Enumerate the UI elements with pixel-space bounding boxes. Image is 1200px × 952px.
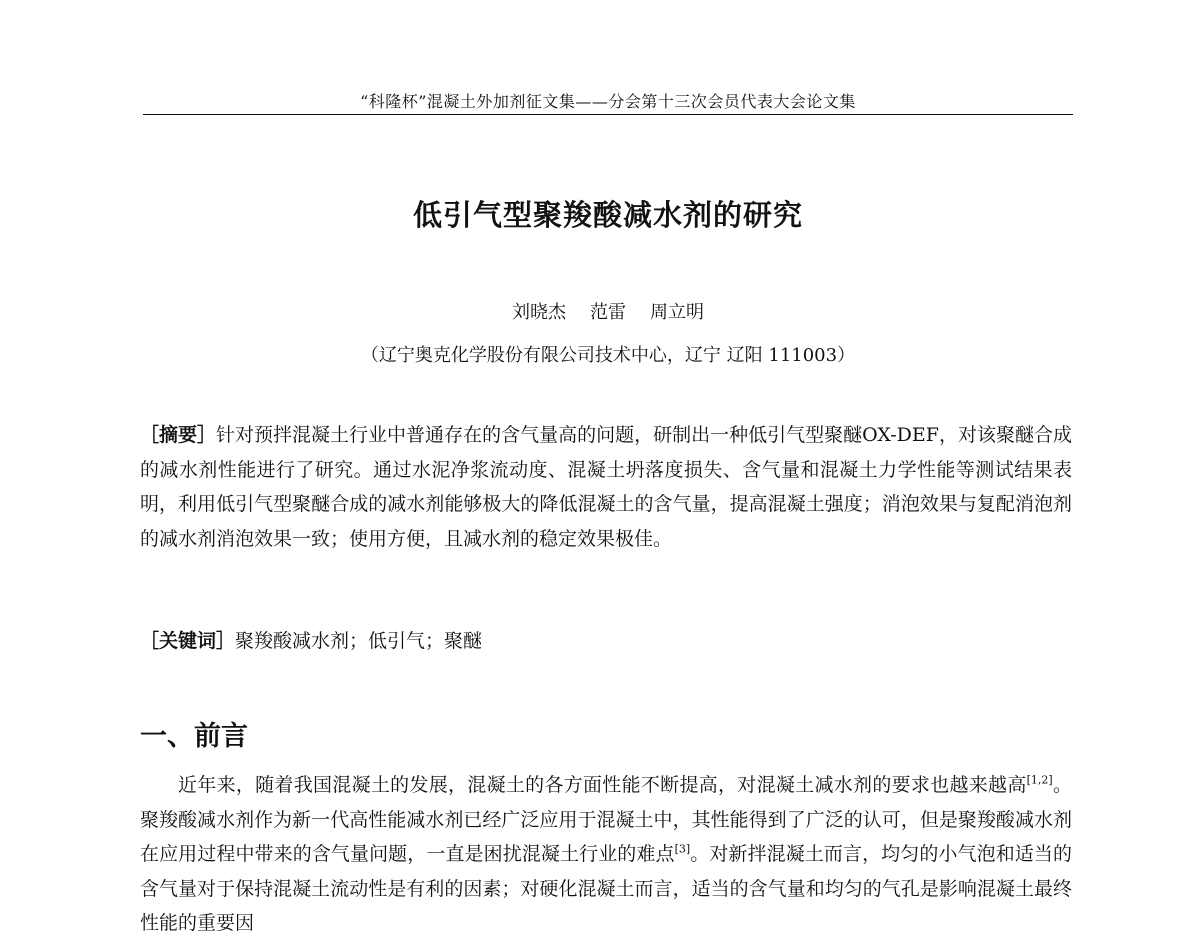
author-name: 范雷 xyxy=(590,302,626,323)
paper-title: 低引气型聚羧酸减水剂的研究 xyxy=(412,198,803,232)
citation-ref: [1,2] xyxy=(1026,773,1053,787)
header-rule xyxy=(143,114,1073,115)
paragraph-text: 近年来，随着我国混凝土的发展，混凝土的各方面性能不断提高，对混凝土减水剂的要求也越来越高 xyxy=(178,774,1027,796)
affiliation: （辽宁奥克化学股份有限公司技术中心，辽宁 辽阳 111003） xyxy=(360,345,856,366)
keywords-text: 聚羧酸减水剂；低引气；聚醚 xyxy=(235,630,483,652)
section-heading: 一、前言 xyxy=(140,721,248,752)
paragraph-text: 。对新拌混凝土而言，均匀的小气泡和适当的含气量对于保持混凝土流动性是有利的因素；对硬化混凝土而言，适当的含气量和均匀的气孔是影响混凝土最终性能的重要因 xyxy=(140,843,1072,934)
abstract-text: 针对预拌混凝土行业中普通存在的含气量高的问题，研制出一种低引气型聚醚OX-DEF，对该聚醚合成的减水剂性能进行了研究。通过水泥净浆流动度、混凝土坍落度损失、含气量和混凝土力学性能等测试结果表明，利用低引气型聚醚合成的减水剂能够极大的降低混凝土的含气量，提高混凝土强度；消泡效果与复配消泡剂的减水剂消泡效果一致；使用方便，且减水剂的稳定效果极佳。 xyxy=(140,424,1072,550)
keywords-label: ［关键词］ xyxy=(140,630,236,652)
author-list xyxy=(143,298,1073,324)
author-name: 周立明 xyxy=(650,302,704,323)
citation-ref: [3] xyxy=(674,842,691,856)
author-name: 刘晓杰 xyxy=(512,302,566,323)
paragraph-text: 。聚羧酸减水剂作为新一代高性能减水剂已经广泛应用于混凝土中，其性能得到了广泛的认可，但是聚羧酸减水剂在应用过程中带来的含气量问题，一直是困扰混凝土行业的难点 xyxy=(140,774,1072,865)
abstract-label: ［摘要］ xyxy=(140,424,217,446)
keywords xyxy=(140,624,1072,658)
body-paragraph xyxy=(140,768,1072,941)
running-header: “科隆杯”混凝土外加剂征文集——分会第十三次会员代表大会论文集 xyxy=(360,92,856,111)
abstract xyxy=(140,418,1072,556)
